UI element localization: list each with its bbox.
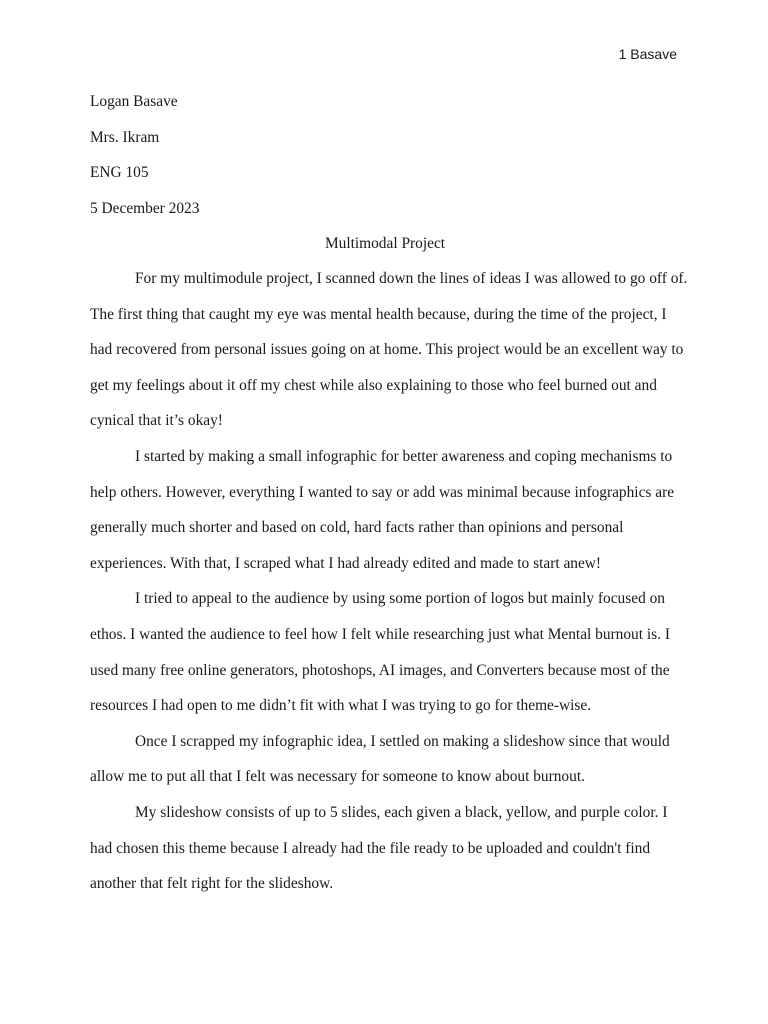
paragraph-line: I tried to appeal to the audience by using some portion of logos but mainly focused on xyxy=(135,590,666,608)
paragraph-line: My slideshow consists of up to 5 slides, each given a black, yellow, and purple color. I xyxy=(135,803,668,821)
paragraph-line: get my feelings about it off my chest while also explaining to those who feel burned out and xyxy=(90,376,657,394)
paragraph-line: experiences. With that, I scraped what I had already edited and made to start anew! xyxy=(90,554,602,572)
paragraph-line: For my multimodule project, I scanned down the lines of ideas I was allowed to go off of. xyxy=(135,270,688,287)
paragraph-line: had recovered from personal issues going on at home. This project would be an excellent way to xyxy=(90,341,684,359)
paragraph-line: help others. However, everything I wanted to say or add was minimal because infographics are xyxy=(90,483,675,501)
document-title: Multimodal Project xyxy=(324,235,446,252)
body-text xyxy=(90,269,688,910)
paragraph-line: cynical that it’s okay! xyxy=(90,412,223,430)
paragraph-line: allow me to put all that I felt was necessary for someone to know about burnout. xyxy=(90,768,585,786)
mla-heading xyxy=(90,92,680,234)
paragraph-line: generally much shorter and based on cold, hard facts rather than opinions and personal xyxy=(90,519,624,537)
page-header: 1 Basave xyxy=(618,46,677,62)
date-line: 5 December 2023 xyxy=(90,199,200,217)
paragraph-line: had chosen this theme because I already had the file ready to be uploaded and couldn't find xyxy=(90,839,651,857)
paragraph-line: Once I scrapped my infographic idea, I settled on making a slideshow since that would xyxy=(135,732,670,750)
paragraph-line: resources I had open to me didn’t fit with what I was trying to go for theme-wise. xyxy=(90,697,592,715)
instructor-name: Mrs. Ikram xyxy=(90,128,160,146)
author-name: Logan Basave xyxy=(90,93,178,110)
paragraph-line: The first thing that caught my eye was mental health because, during the time of the project, I xyxy=(90,305,667,323)
course-name: ENG 105 xyxy=(90,164,149,182)
paragraph-line: I started by making a small infographic for better awareness and coping mechanisms to xyxy=(135,447,673,465)
paragraph-line: another that felt right for the slideshow. xyxy=(90,875,334,893)
paragraph-line: ethos. I wanted the audience to feel how I felt while researching just what Mental burnout is. I xyxy=(90,625,670,643)
paragraph-line: used many free online generators, photoshops, AI images, and Converters because most of the xyxy=(90,661,670,679)
